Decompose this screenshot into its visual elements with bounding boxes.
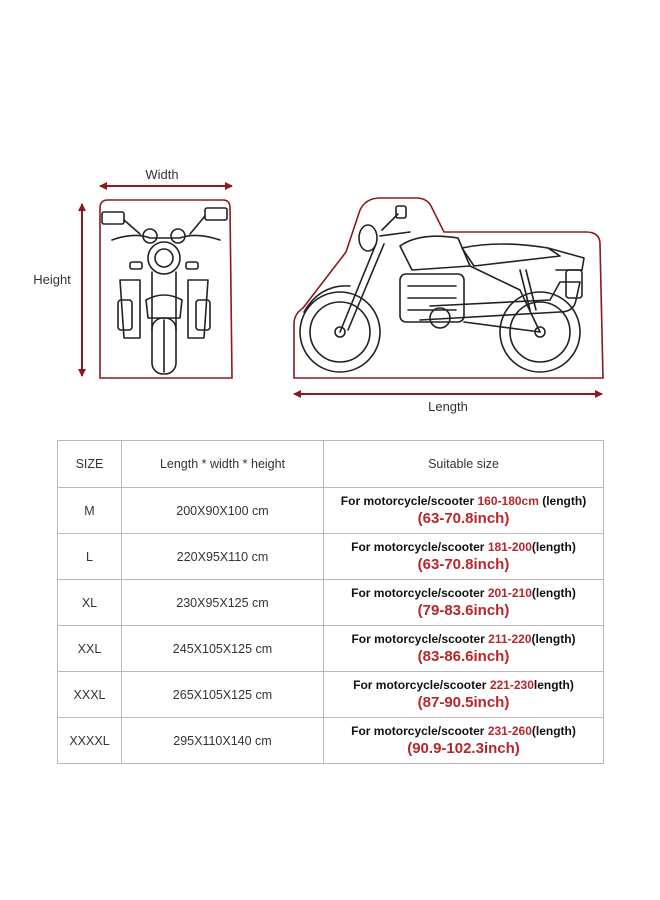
fit-prefix: For motorcycle/scooter	[351, 631, 489, 646]
dimensions-cell: 220X95X110 cm	[122, 534, 324, 580]
fit-description	[324, 585, 603, 601]
suitable-cell	[324, 718, 604, 764]
size-cell: M	[58, 488, 122, 534]
fit-suffix: (length)	[538, 493, 587, 508]
size-table	[57, 440, 604, 764]
fit-inches: (83-86.6inch)	[417, 647, 510, 665]
fit-description	[324, 493, 603, 509]
table-row	[58, 672, 604, 718]
suitable-cell	[324, 626, 604, 672]
table-row	[58, 718, 604, 764]
size-cell: XXXL	[58, 672, 122, 718]
suitable-cell	[324, 672, 604, 718]
fit-prefix: For motorcycle/scooter	[353, 677, 490, 692]
motorcycle-side-icon	[300, 206, 584, 372]
fit-range: 231-260	[487, 723, 532, 738]
fit-range: 211-220	[488, 631, 532, 646]
fit-inches: (87-90.5inch)	[417, 693, 510, 711]
fit-prefix: For motorcycle/scooter	[351, 585, 488, 600]
fit-prefix: For motorcycle/scooter	[351, 539, 488, 554]
fit-range: 160-180cm	[477, 493, 539, 508]
size-cell: L	[58, 534, 122, 580]
fit-inches: (79-83.6inch)	[417, 601, 510, 619]
fit-range: 201-210	[487, 585, 532, 600]
table-row	[58, 534, 604, 580]
fit-inches: (90.9-102.3inch)	[407, 739, 520, 757]
fit-prefix: For motorcycle/scooter	[351, 723, 488, 738]
suitable-cell	[324, 580, 604, 626]
height-label: Height	[33, 272, 71, 287]
front-cover-outline	[100, 200, 232, 378]
dimension-diagram	[0, 0, 660, 430]
fit-suffix: length)	[533, 677, 574, 692]
fit-range: 181-200	[487, 539, 532, 554]
dimensions-cell: 200X90X100 cm	[122, 488, 324, 534]
suitable-cell	[324, 534, 604, 580]
fit-description	[324, 539, 603, 555]
fit-suffix: (length)	[531, 723, 576, 738]
header-suitable-size: Suitable size	[324, 441, 604, 488]
fit-suffix: (length)	[531, 585, 576, 600]
size-cell: XXXXL	[58, 718, 122, 764]
motorcycle-front-icon	[102, 208, 227, 374]
dimensions-cell: 230X95X125 cm	[122, 580, 324, 626]
header-dimensions: Length * width * height	[122, 441, 324, 488]
table-row	[58, 488, 604, 534]
fit-suffix: (length)	[531, 631, 576, 646]
dimensions-cell: 295X110X140 cm	[122, 718, 324, 764]
suitable-cell	[324, 488, 604, 534]
size-cell: XL	[58, 580, 122, 626]
length-label: Length	[428, 399, 468, 414]
fit-description	[324, 677, 603, 693]
fit-suffix: (length)	[531, 539, 576, 554]
table-row	[58, 580, 604, 626]
table-row	[58, 626, 604, 672]
fit-inches: (63-70.8inch)	[417, 555, 510, 573]
header-size: SIZE	[58, 441, 122, 488]
fit-prefix: For motorcycle/scooter	[340, 493, 478, 508]
table-header-row	[58, 441, 604, 488]
size-cell: XXL	[58, 626, 122, 672]
dimensions-cell: 245X105X125 cm	[122, 626, 324, 672]
dimensions-cell: 265X105X125 cm	[122, 672, 324, 718]
fit-inches: (63-70.8inch)	[417, 509, 510, 527]
fit-description	[324, 631, 603, 647]
fit-range: 221-230	[489, 677, 534, 692]
width-label: Width	[145, 167, 179, 182]
fit-description	[324, 723, 603, 739]
